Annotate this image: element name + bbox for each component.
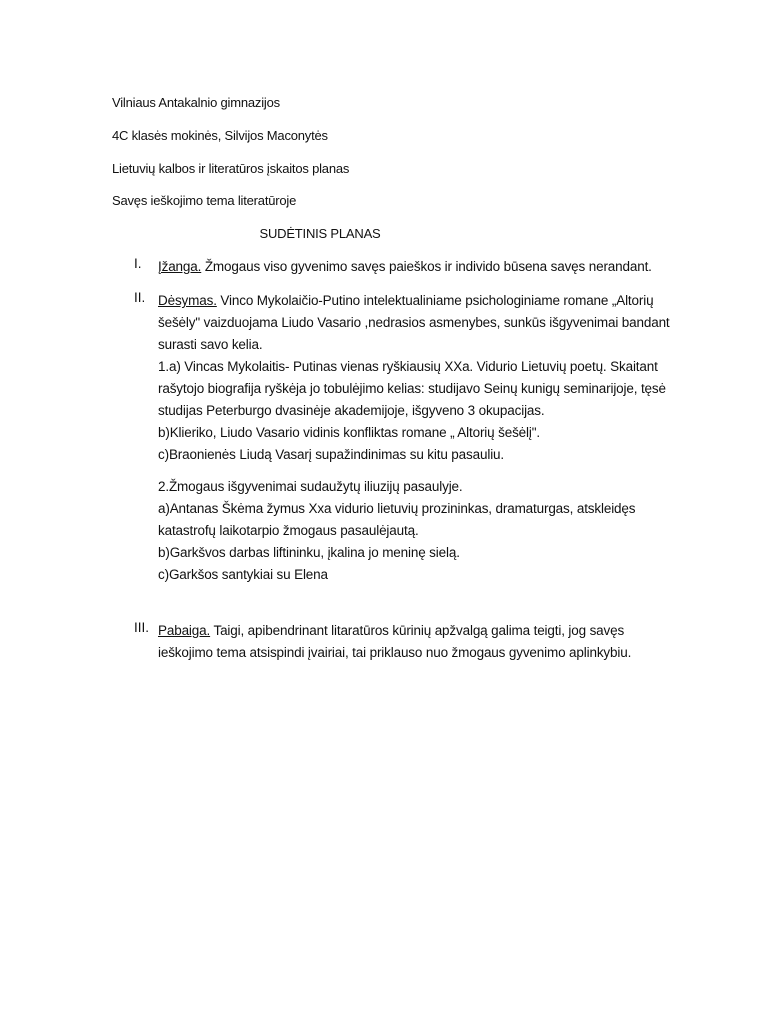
section-body-text: Vinco Mykolaičio-Putino intelektualiniame psichologiniame romane „Altorių šešėly" vaizduojama Liudo Vasario ,nedrasios asmenybes, sunkūs išgyvenimai bandant surasti savo kelia. <box>158 293 670 352</box>
section-end-lead: Pabaiga. <box>158 623 211 638</box>
subpoint-1b: b)Klieriko, Liudo Vasario vidinis konfliktas romane „ Altorių šešėlį". <box>158 425 540 440</box>
section-intro-body <box>158 256 672 278</box>
section-end-body <box>158 620 672 664</box>
section-intro-lead: Įžanga. <box>158 259 202 274</box>
section-end-number: III. <box>134 620 150 635</box>
header-school: Vilniaus Antakalnio gimnazijos <box>112 95 280 110</box>
subpoint-1a: 1.a) Vincas Mykolaitis- Putinas vienas ryškiausių XXa. Vidurio Lietuvių poetų. Skaitant rašytojo biografija ryškėja jo tobulėjimo kelias: studijavo Seinų kunigų seminarijoje, tęsė studijas Peterburgo dvasinėje akademijoje, išgyveno 3 okupacijas. <box>158 359 666 418</box>
section-intro-text: Žmogaus viso gyvenimo savęs paieškos ir individo būsena savęs nerandant. <box>201 259 652 274</box>
subpoint-2: 2.Žmogaus išgyvenimai sudaužytų iliuzijų pasaulyje. <box>158 479 463 494</box>
section-body-lead: Dėsymas. <box>158 293 217 308</box>
header-plan-name: Lietuvių kalbos ir literatūros įskaitos planas <box>112 161 350 176</box>
section-body-number: II. <box>134 290 146 305</box>
section-intro-number: I. <box>134 256 142 271</box>
subpoint-2b: b)Garkšvos darbas liftininku, įkalina jo meninę sielą. <box>158 545 460 560</box>
section-body-content <box>158 290 672 586</box>
section-body-intro <box>158 290 672 356</box>
section-end-text: Taigi, apibendrinant litaratūros kūrinių apžvalgą galima teigti, jog savęs ieškojimo tema atsispindi įvairiai, tai priklauso nuo žmogaus gyvenimo aplinkybiu. <box>158 623 632 660</box>
section-body <box>112 290 672 586</box>
subpoint-1c: c)Braonienės Liudą Vasarį supažindinimas su kitu pasauliu. <box>158 447 504 462</box>
header-topic: Savęs ieškojimo tema literatūroje <box>112 193 297 208</box>
subpoint-2a: a)Antanas Škėma žymus Xxa vidurio lietuvių prozininkas, dramaturgas, atskleidęs katastrofų laikotarpio žmogaus pasaulėjautą. <box>158 501 636 538</box>
header-student: 4C klasės mokinės, Silvijos Maconytės <box>112 128 328 143</box>
section-intro <box>112 256 672 278</box>
document-title: SUDĖTINIS PLANAS <box>259 226 381 241</box>
section-end <box>112 620 672 664</box>
subpoint-2c: c)Garkšos santykiai su Elena <box>158 567 328 582</box>
